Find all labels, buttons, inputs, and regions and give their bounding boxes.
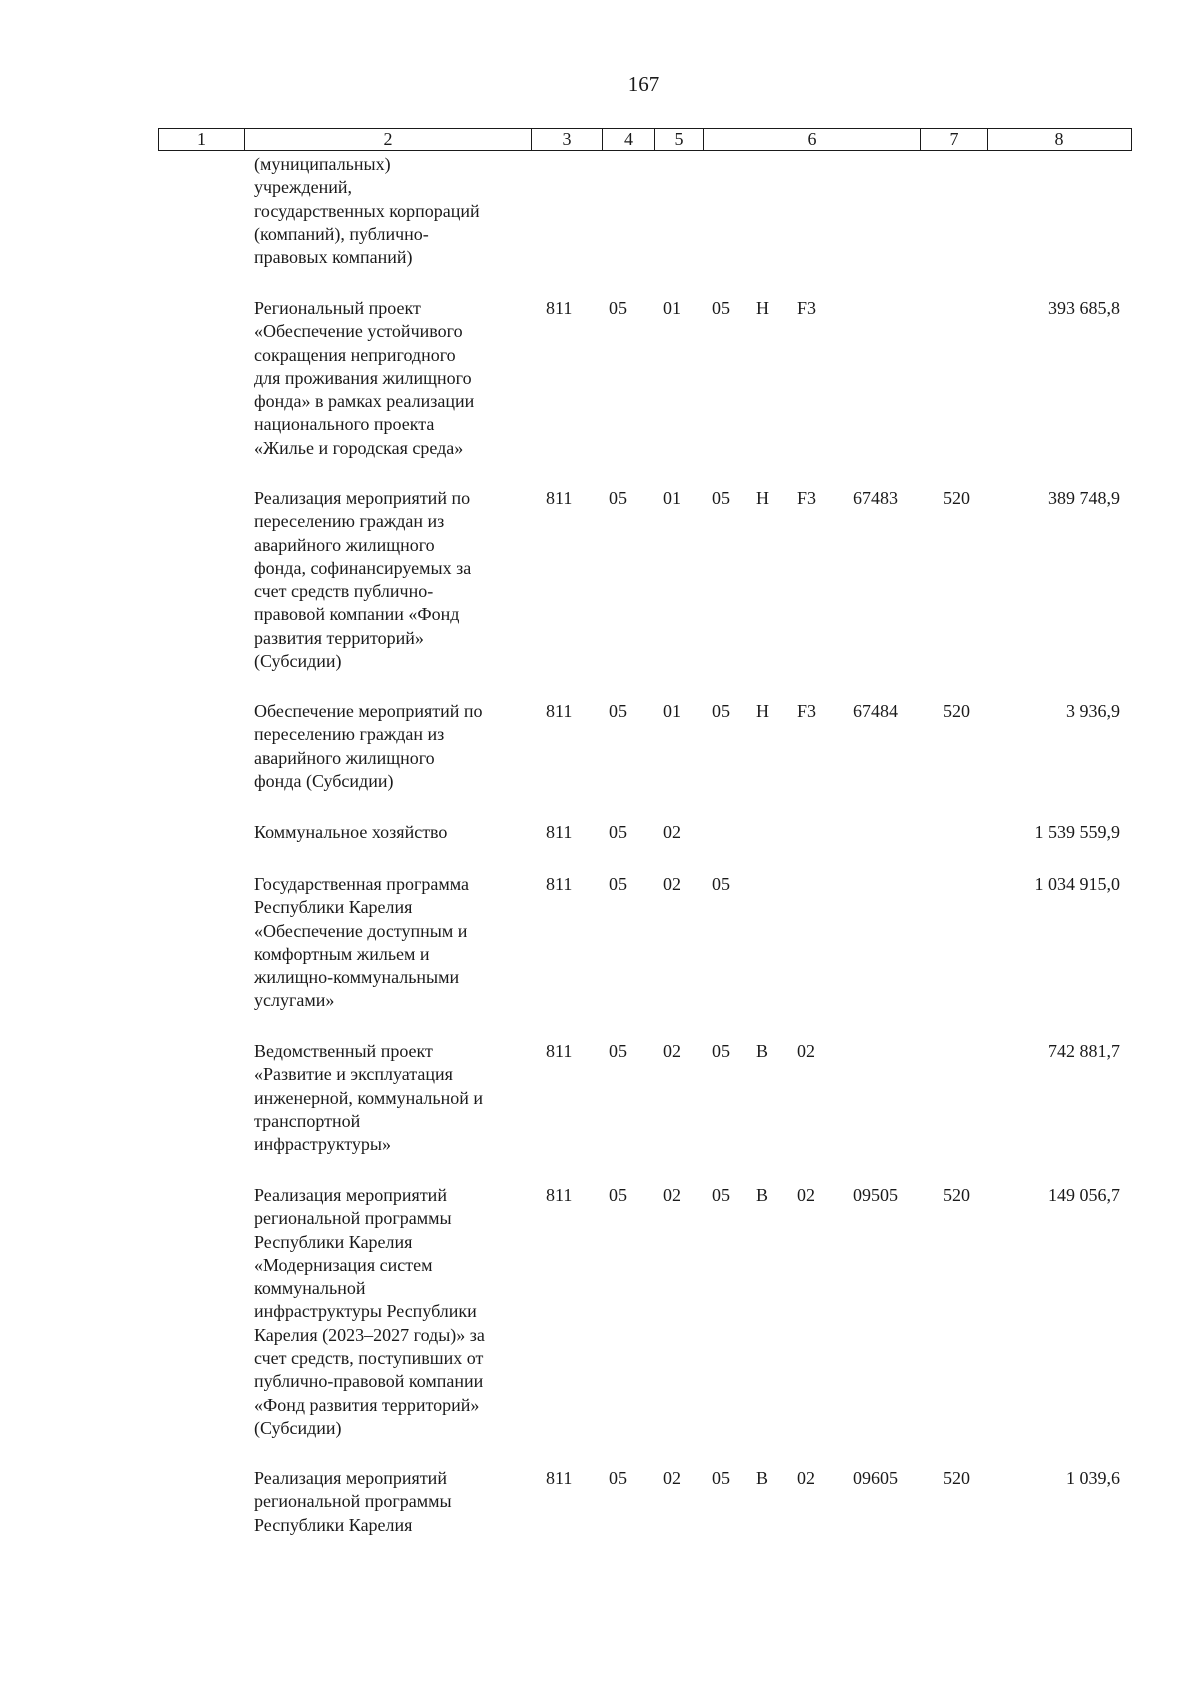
table-row xyxy=(0,153,1200,297)
row-col-6-type: Н xyxy=(756,488,769,508)
row-col-6-direction: 67483 xyxy=(853,488,898,508)
row-col-6-project: 02 xyxy=(797,1185,815,1205)
row-col-6-program: 05 xyxy=(712,1185,730,1205)
row-col-6-program: 05 xyxy=(712,1468,730,1488)
row-col-6-program: 05 xyxy=(712,701,730,721)
row-col-7: 520 xyxy=(943,1468,970,1488)
row-col-6-project: 02 xyxy=(797,1041,815,1061)
row-col-6-project: F3 xyxy=(797,488,817,508)
header-col-4: 4 xyxy=(603,129,655,150)
row-col-5: 02 xyxy=(663,1468,681,1488)
row-col-6-type: В xyxy=(756,1468,769,1488)
table-row xyxy=(0,821,1200,873)
row-col-4: 05 xyxy=(609,822,627,842)
row-col-5: 02 xyxy=(663,874,681,894)
row-name: Реализация мероприятий региональной программы Республики Карелия «Модернизация систем коммунальной инфраструктуры Республики Карелия (2023–2027 годы)» за счет средств, поступивших от публично-правовой компании «Фонд развития территорий» (Субсидии) xyxy=(254,1185,485,1438)
table-row xyxy=(0,700,1200,821)
table-header xyxy=(158,128,1132,151)
row-col-5: 01 xyxy=(663,298,681,318)
row-name: Коммунальное хозяйство xyxy=(254,822,448,842)
row-col-4: 05 xyxy=(609,488,627,508)
row-col-4: 05 xyxy=(609,1185,627,1205)
row-col-3: 811 xyxy=(546,298,573,318)
row-col-3: 811 xyxy=(546,701,573,721)
row-col-4: 05 xyxy=(609,1041,627,1061)
row-col-3: 811 xyxy=(546,488,573,508)
row-col-5: 02 xyxy=(663,822,681,842)
header-col-2: 2 xyxy=(245,129,532,150)
row-col-8: 1 539 559,9 xyxy=(1034,822,1120,842)
row-col-3: 811 xyxy=(546,822,573,842)
row-name: Ведомственный проект «Развитие и эксплуатация инженерной, коммунальной и транспортной инфраструктуры» xyxy=(254,1041,483,1155)
row-col-6-program: 05 xyxy=(712,1041,730,1061)
row-col-8: 1 034 915,0 xyxy=(1034,874,1120,894)
table-body xyxy=(0,153,1200,1547)
row-col-4: 05 xyxy=(609,298,627,318)
row-col-6-type: Н xyxy=(756,701,769,721)
row-col-6-type: В xyxy=(756,1185,769,1205)
row-col-3: 811 xyxy=(546,874,573,894)
row-col-5: 01 xyxy=(663,488,681,508)
row-col-6-direction: 09605 xyxy=(853,1468,898,1488)
row-col-3: 811 xyxy=(546,1468,573,1488)
row-col-6-project: F3 xyxy=(797,298,817,318)
row-col-6-type: В xyxy=(756,1041,769,1061)
row-col-7: 520 xyxy=(943,1185,970,1205)
row-name: Государственная программа Республики Карелия «Обеспечение доступным и комфортным жильем и жилищно-коммунальными услугами» xyxy=(254,874,469,1011)
row-col-8: 3 936,9 xyxy=(1066,701,1120,721)
row-col-6-program: 05 xyxy=(712,874,730,894)
row-col-4: 05 xyxy=(609,874,627,894)
row-col-6-program: 05 xyxy=(712,488,730,508)
header-col-6: 6 xyxy=(704,129,921,150)
row-col-6-project: 02 xyxy=(797,1468,815,1488)
header-col-5: 5 xyxy=(655,129,704,150)
row-col-4: 05 xyxy=(609,701,627,721)
row-col-8: 742 881,7 xyxy=(1048,1041,1120,1061)
row-col-5: 02 xyxy=(663,1185,681,1205)
table-row xyxy=(0,1184,1200,1467)
header-col-3: 3 xyxy=(532,129,603,150)
table-row xyxy=(0,487,1200,700)
table-row xyxy=(0,873,1200,1040)
row-col-8: 393 685,8 xyxy=(1048,298,1120,318)
row-col-6-direction: 09505 xyxy=(853,1185,898,1205)
page-number: 167 xyxy=(627,72,660,96)
row-name: Реализация мероприятий по переселению граждан из аварийного жилищного фонда, софинансируемых за счет средств публично- правовой компании «Фонд развития территорий» (Субсидии) xyxy=(254,488,472,672)
row-col-5: 02 xyxy=(663,1041,681,1061)
table-row xyxy=(0,1467,1200,1547)
row-col-5: 01 xyxy=(663,701,681,721)
row-name: Региональный проект «Обеспечение устойчивого сокращения непригодного для проживания жилищного фонда» в рамках реализации национального проекта «Жилье и городская среда» xyxy=(254,298,475,458)
row-col-8: 389 748,9 xyxy=(1048,488,1120,508)
header-col-8: 8 xyxy=(1054,129,1064,149)
row-col-6-program: 05 xyxy=(712,298,730,318)
row-name: Обеспечение мероприятий по переселению граждан из аварийного жилищного фонда (Субсидии) xyxy=(254,701,483,791)
row-col-4: 05 xyxy=(609,1468,627,1488)
row-col-8: 1 039,6 xyxy=(1066,1468,1120,1488)
header-col-1: 1 xyxy=(159,129,245,150)
table-row xyxy=(0,1040,1200,1184)
row-col-6-type: Н xyxy=(756,298,769,318)
row-col-7: 520 xyxy=(943,701,970,721)
row-name: Реализация мероприятий региональной программы Республики Карелия xyxy=(254,1468,452,1535)
row-col-6-direction: 67484 xyxy=(853,701,898,721)
table-row xyxy=(0,297,1200,487)
header-col-7: 7 xyxy=(921,129,988,150)
row-col-6-project: F3 xyxy=(797,701,817,721)
row-col-8: 149 056,7 xyxy=(1048,1185,1120,1205)
row-col-7: 520 xyxy=(943,488,970,508)
row-col-3: 811 xyxy=(546,1041,573,1061)
row-col-3: 811 xyxy=(546,1185,573,1205)
row-name: (муниципальных) учреждений, государственных корпораций (компаний), публично- правовых компаний) xyxy=(254,154,480,268)
